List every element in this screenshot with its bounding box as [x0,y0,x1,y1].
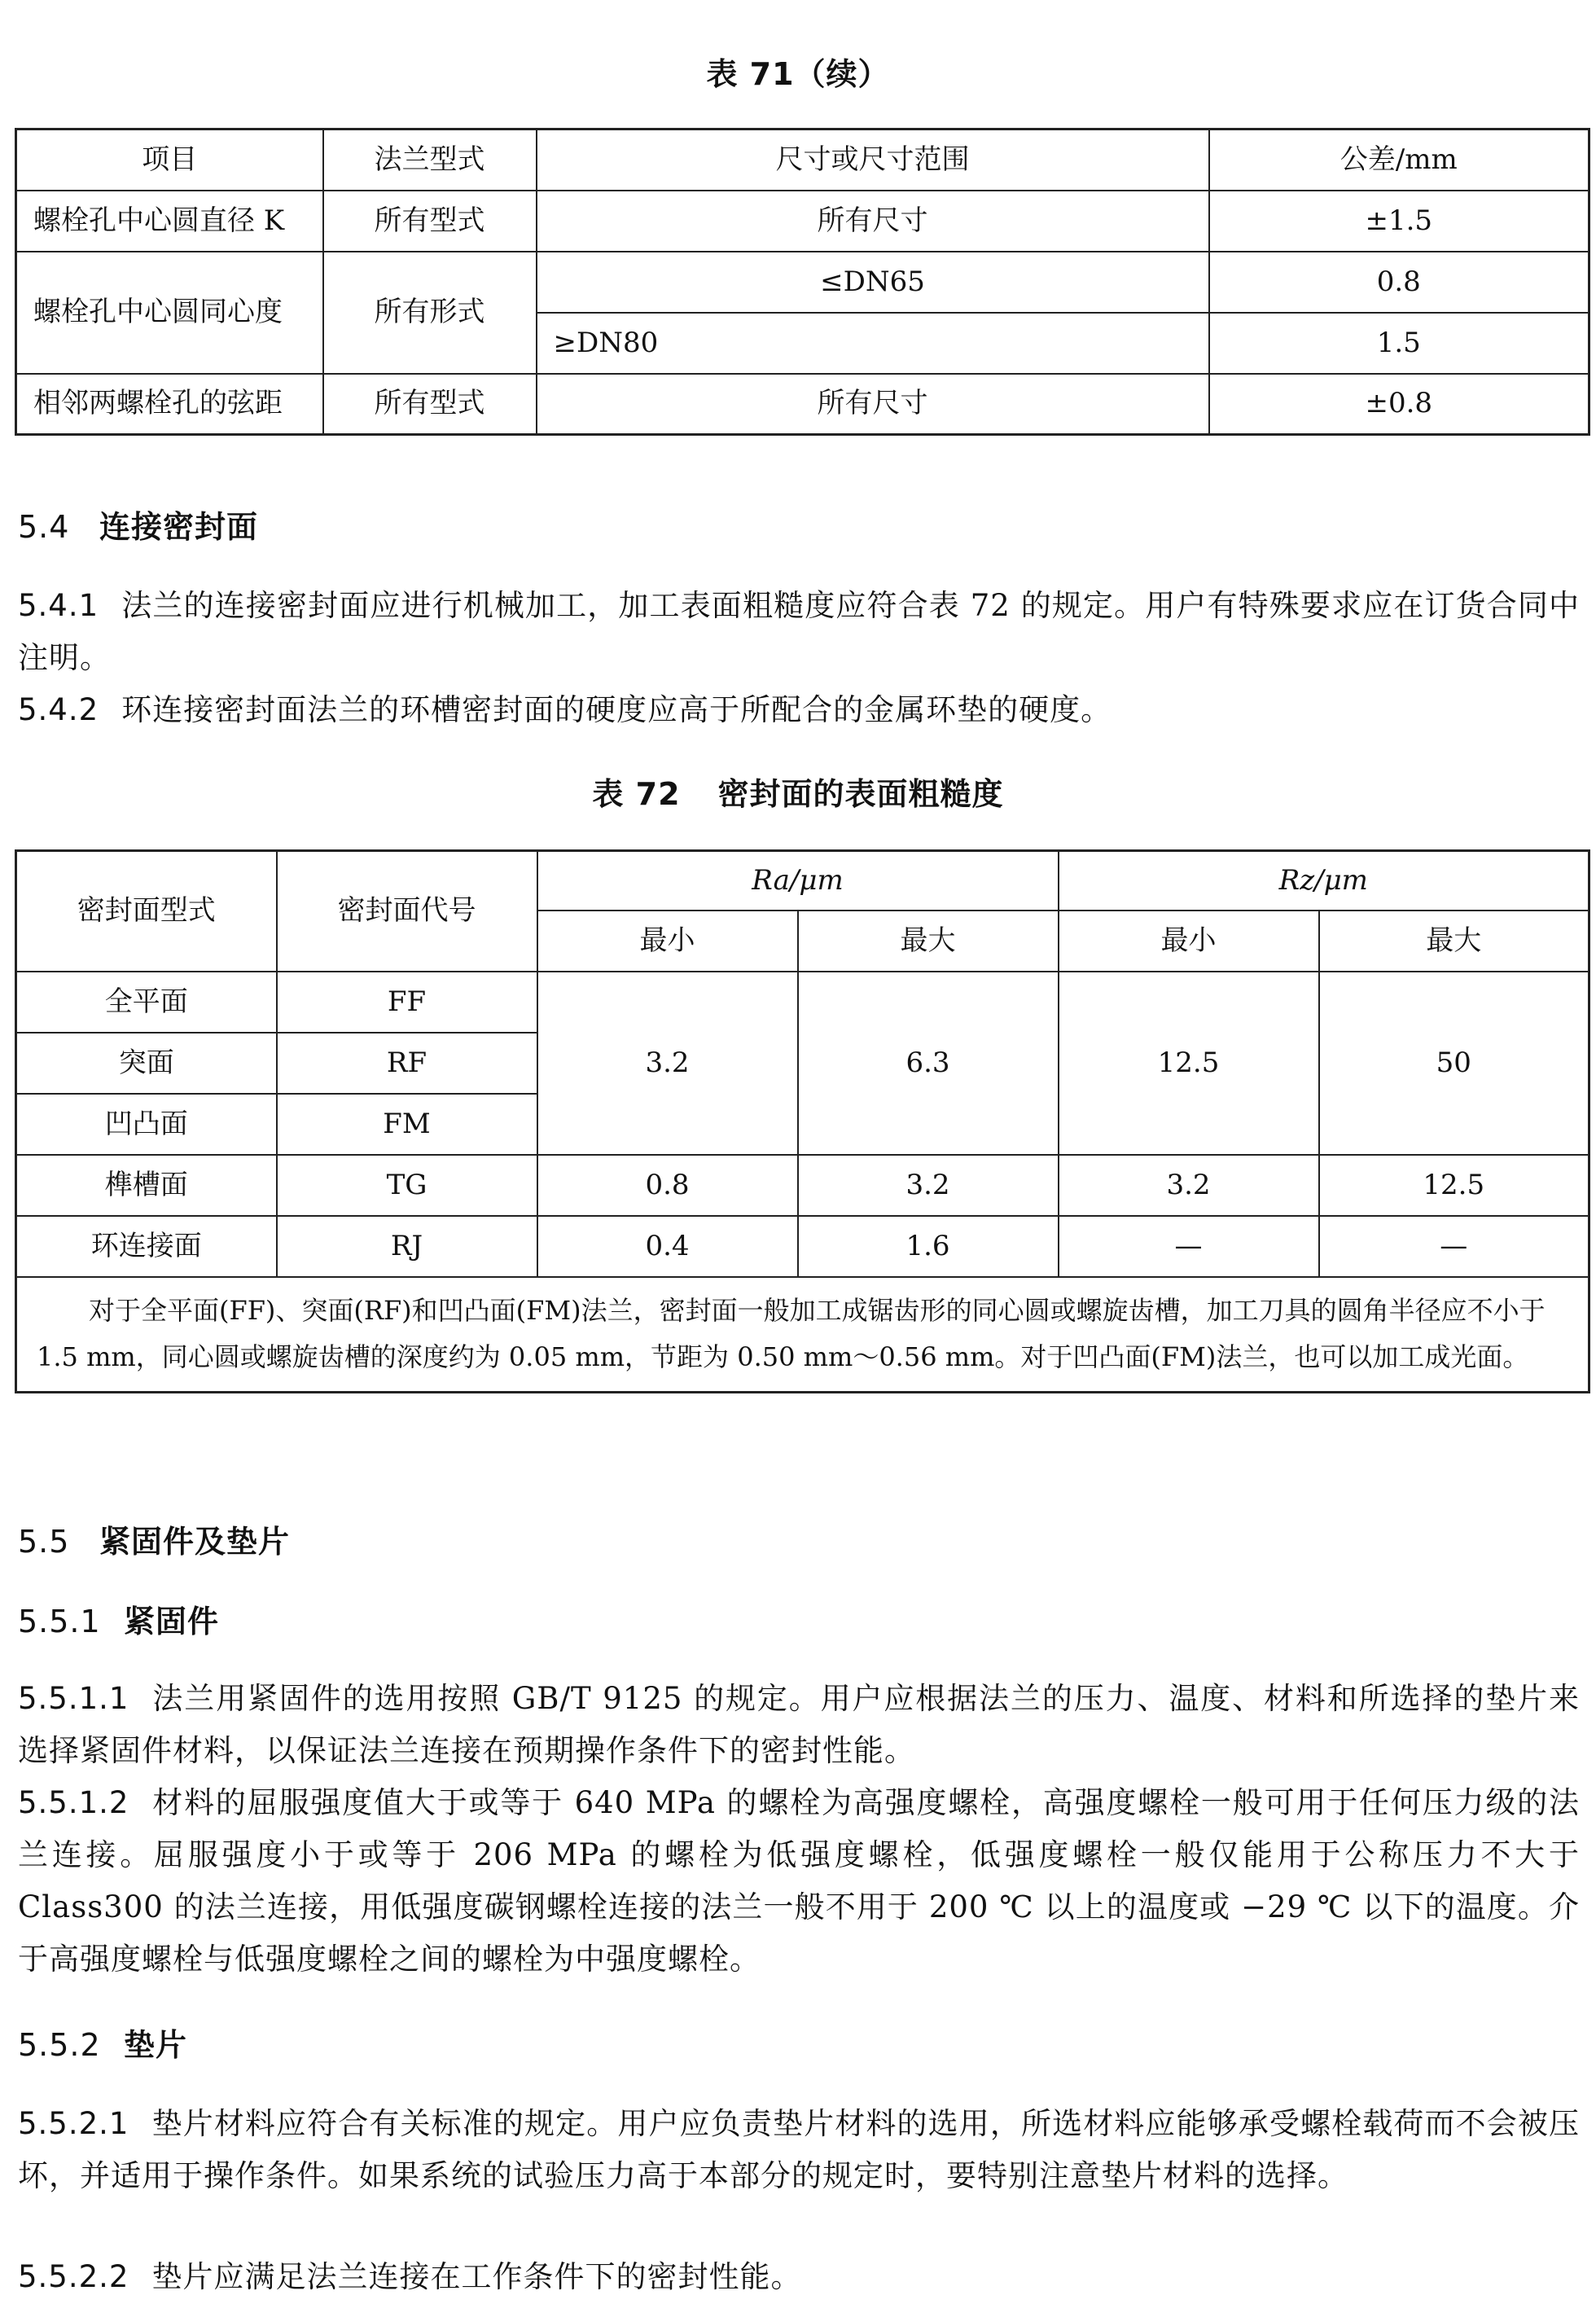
paragraph-5-5-2-1 [18,2098,1580,2202]
table-cell: FM [277,1094,537,1155]
section-title: 紧固件及垫片 [99,1524,291,1560]
table-cell: 3.2 [537,972,798,1155]
table-cell: 所有型式 [323,191,537,252]
header-cell: Ra/μm [537,851,1059,911]
table-note: 对于全平面(FF)、突面(RF)和凹凸面(FM)法兰，密封面一般加工成锯齿形的同心圆或螺旋齿槽，加工刀具的圆角半径应不小于 1.5 mm，同心圆或螺旋齿槽的深度约为 0.05 mm，节距为 0.50 mm～0.56 mm。对于凹凸面(FM)法兰，也可以加工成光面。 [16,1277,1589,1393]
header-cell: 最小 [537,911,798,972]
table-72-caption [0,769,1596,814]
table-cell: ≥DN80 [537,313,1209,374]
section-heading-5-5 [18,1516,290,1561]
table-cell: 6.3 [798,972,1059,1155]
table-cell: 榫槽面 [16,1155,277,1216]
table-cell: 全平面 [16,972,277,1033]
table-71 [15,128,1590,436]
table-row [16,972,1589,1033]
table-cell: 相邻两螺栓孔的弦距 [16,374,323,435]
paragraph-text: 环连接密封面法兰的环槽密封面的硬度应高于所配合的金属环垫的硬度。 [121,692,1112,727]
table-cell: RF [277,1033,537,1094]
header-cell: 公差/mm [1209,129,1589,191]
table-cell: 50 [1319,972,1589,1155]
table-cell: 螺栓孔中心圆同心度 [16,252,323,374]
section-number: 5.5 [18,1524,70,1560]
section-title: 垫片 [124,2027,188,2063]
header-cell: 法兰型式 [323,129,537,191]
table-cell: TG [277,1155,537,1216]
table-cell: 1.5 [1209,313,1589,374]
table-cell: ≤DN65 [537,252,1209,313]
section-number: 5.5.2 [18,2027,101,2063]
table-cell: FF [277,972,537,1033]
table-71-caption: 表 71（续） [706,56,890,92]
section-heading-5-5-1 [18,1596,219,1641]
table-cell: 0.4 [537,1216,798,1277]
paragraph-number: 5.5.2.2 [18,2259,129,2294]
section-heading-5-5-2 [18,2020,187,2065]
table-header-row [16,129,1589,191]
section-title: 紧固件 [124,1604,220,1639]
table-cell: — [1319,1216,1589,1277]
table-cell: RJ [277,1216,537,1277]
table-cell: 12.5 [1319,1155,1589,1216]
section-number: 5.4 [18,509,70,545]
section-heading-5-4 [18,502,258,546]
paragraph-number: 5.5.1.1 [18,1681,129,1716]
caption-number: 表 72 [592,776,681,812]
table-row [16,191,1589,252]
section-number: 5.5.1 [18,1604,101,1639]
paragraph-number: 5.4.2 [18,692,99,727]
table-row [16,1216,1589,1277]
paragraph-number: 5.5.1.2 [18,1785,129,1820]
table-row [16,252,1589,313]
paragraph-text: 垫片材料应符合有关标准的规定。用户应负责垫片材料的选用，所选材料应能够承受螺栓载荷而不会被压坏，并适用于操作条件。如果系统的试验压力高于本部分的规定时，要特别注意垫片材料的选择。 [18,2106,1580,2193]
table-cell: 0.8 [1209,252,1589,313]
paragraph-5-5-1-1 [18,1673,1580,1777]
header-cell: 最大 [1319,911,1589,972]
table-header-row [16,851,1589,911]
table-cell: ±0.8 [1209,374,1589,435]
table-cell: 环连接面 [16,1216,277,1277]
table-row [16,1155,1589,1216]
table-cell: 所有形式 [323,252,537,374]
header-cell: 密封面代号 [277,851,537,972]
header-cell: Rz/μm [1059,851,1589,911]
table-note-row [16,1277,1589,1393]
paragraph-text: 法兰用紧固件的选用按照 GB/T 9125 的规定。用户应根据法兰的压力、温度、材料和所选择的垫片来选择紧固件材料，以保证法兰连接在预期操作条件下的密封性能。 [18,1681,1580,1768]
paragraph-text: 材料的屈服强度值大于或等于 640 MPa 的螺栓为高强度螺栓，高强度螺栓一般可用于任何压力级的法兰连接。屈服强度小于或等于 206 MPa 的螺栓为低强度螺栓，低强度螺栓一般仅能用于公称压力不大于 Class300 的法兰连接，用低强度碳钢螺栓连接的法兰一般不用于 200 ℃ 以上的温度或 −29 ℃ 以下的温度。介于高强度螺栓与低强度螺栓之间的螺栓为中强度螺栓。 [18,1785,1580,1977]
paragraph-text: 垫片应满足法兰连接在工作条件下的密封性能。 [151,2259,802,2294]
header-cell: 最小 [1059,911,1319,972]
paragraph-5-5-2-2 [18,2251,1580,2303]
header-cell: 尺寸或尺寸范围 [537,129,1209,191]
paragraph-5-5-1-2 [18,1777,1580,1986]
table-cell: ±1.5 [1209,191,1589,252]
table-row [16,374,1589,435]
table-cell: 所有尺寸 [537,191,1209,252]
table-cell: 螺栓孔中心圆直径 K [16,191,323,252]
paragraph-5-4-2 [18,684,1580,736]
paragraph-number: 5.4.1 [18,588,99,623]
table-cell: 突面 [16,1033,277,1094]
header-cell: 项目 [16,129,323,191]
table-72 [15,849,1590,1393]
table-cell: 3.2 [798,1155,1059,1216]
table-cell: 所有尺寸 [537,374,1209,435]
header-cell: 最大 [798,911,1059,972]
table-cell: 0.8 [537,1155,798,1216]
caption-title: 密封面的表面粗糙度 [717,776,1004,812]
header-cell: 密封面型式 [16,851,277,972]
paragraph-text: 法兰的连接密封面应进行机械加工，加工表面粗糙度应符合表 72 的规定。用户有特殊要求应在订货合同中注明。 [18,588,1580,675]
table-cell: 1.6 [798,1216,1059,1277]
section-title: 连接密封面 [99,509,259,545]
table-cell: — [1059,1216,1319,1277]
table-cell: 12.5 [1059,972,1319,1155]
table-cell: 凹凸面 [16,1094,277,1155]
table-cell: 3.2 [1059,1155,1319,1216]
paragraph-number: 5.5.2.1 [18,2106,129,2141]
table-cell: 所有型式 [323,374,537,435]
paragraph-5-4-1 [18,580,1580,684]
